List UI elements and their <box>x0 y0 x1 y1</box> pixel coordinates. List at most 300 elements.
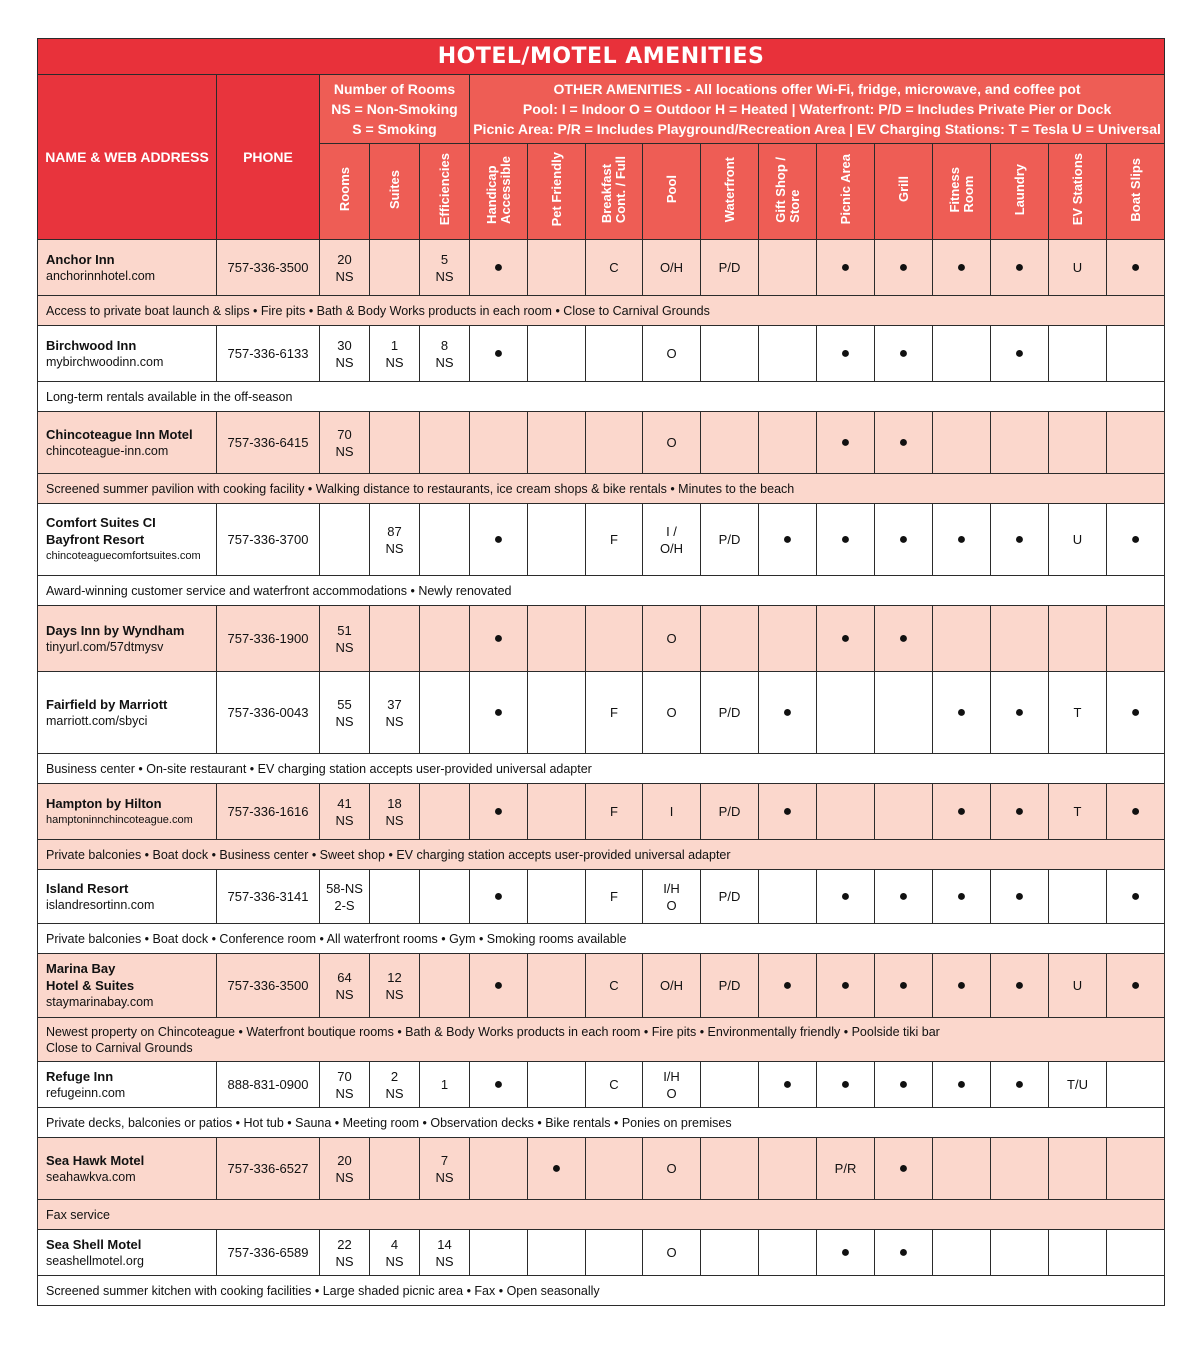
column-header <box>933 144 991 240</box>
amenity-cell <box>1107 1138 1165 1200</box>
amenity-dot-cell: ● <box>875 606 933 672</box>
amenity-cell <box>991 1230 1049 1276</box>
hotel-name: Bayfront Resort <box>46 532 145 547</box>
hotel-web-address[interactable]: staymarinabay.com <box>46 995 154 1009</box>
amenity-dot-cell: ● <box>817 412 875 474</box>
amenity-dot-cell: ● <box>470 870 528 924</box>
amenity-cell: P/D <box>701 784 759 840</box>
amenity-dot-cell: ● <box>991 1062 1049 1108</box>
amenity-cell <box>1107 412 1165 474</box>
column-header <box>701 144 759 240</box>
amenity-dot-cell: ● <box>470 504 528 576</box>
notes-row <box>38 296 1165 326</box>
amenity-cell: U <box>1049 954 1107 1018</box>
amenity-dot-cell: ● <box>817 606 875 672</box>
amenity-cell: U <box>1049 240 1107 296</box>
column-header-label: Efficiencies <box>436 153 452 226</box>
column-header-label: EV Stations <box>1069 153 1085 226</box>
column-header-label: Handicap Accessible <box>483 155 513 224</box>
hotel-name: Hotel & Suites <box>46 978 135 993</box>
hotel-web-address[interactable]: chincoteaguecomfortsuites.com <box>46 550 201 562</box>
amenity-cell <box>759 240 817 296</box>
amenity-cell <box>528 1062 586 1108</box>
amenity-dot-cell: ● <box>933 954 991 1018</box>
amenity-cell <box>420 412 470 474</box>
amenity-cell <box>759 1138 817 1200</box>
amenity-dot-cell: ● <box>1107 954 1165 1018</box>
amenity-cell <box>991 1138 1049 1200</box>
hotel-name-cell <box>38 504 217 576</box>
amenity-cell: C <box>586 1062 643 1108</box>
amenity-dot-cell: ● <box>875 326 933 382</box>
amenity-cell: 41 NS <box>320 784 370 840</box>
amenity-cell <box>1107 326 1165 382</box>
amenity-cell: C <box>586 954 643 1018</box>
hotel-web-address[interactable]: refugeinn.com <box>46 1085 126 1100</box>
table-row <box>38 672 1165 754</box>
amenity-cell <box>1049 1230 1107 1276</box>
amenity-dot-cell: ● <box>991 504 1049 576</box>
header-name: NAME & WEB ADDRESS <box>38 75 217 240</box>
hotel-phone: 757-336-3500 <box>217 954 320 1018</box>
amenity-dot-cell: ● <box>875 1230 933 1276</box>
amenity-cell <box>1107 606 1165 672</box>
amenity-dot-cell: ● <box>470 1062 528 1108</box>
amenity-cell <box>701 412 759 474</box>
hotel-phone: 757-336-1900 <box>217 606 320 672</box>
amenity-dot-cell: ● <box>875 954 933 1018</box>
amenity-dot-cell: ● <box>991 672 1049 754</box>
hotel-note-line: Award-winning customer service and waterfront accommodations • Newly renovated <box>46 583 512 598</box>
hotel-notes <box>38 474 1165 504</box>
amenity-cell <box>420 870 470 924</box>
hotel-name: Sea Hawk Motel <box>46 1152 145 1168</box>
hotel-name-cell <box>38 954 217 1018</box>
hotel-note-line: Fax service <box>46 1207 110 1222</box>
amenity-cell <box>528 672 586 754</box>
amenity-cell: 1 NS <box>370 326 420 382</box>
hotel-name-cell <box>38 326 217 382</box>
amenity-cell <box>370 240 420 296</box>
amenity-cell <box>586 1230 643 1276</box>
amenity-cell <box>586 326 643 382</box>
amenity-cell <box>933 606 991 672</box>
table-row <box>38 504 1165 576</box>
hotel-phone: 757-336-6415 <box>217 412 320 474</box>
amenity-cell <box>701 326 759 382</box>
amenity-dot-cell: ● <box>817 240 875 296</box>
hotel-phone: 757-336-6589 <box>217 1230 320 1276</box>
amenity-dot-cell: ● <box>1107 240 1165 296</box>
amenity-cell <box>759 606 817 672</box>
amenity-dot-cell: ● <box>470 326 528 382</box>
hotel-name-cell <box>38 412 217 474</box>
column-header <box>1107 144 1165 240</box>
column-header-label: Suites <box>386 169 402 209</box>
column-header-label: Rooms <box>336 167 352 212</box>
hotel-name: Chincoteague Inn Motel <box>46 426 193 442</box>
amenity-dot-cell: ● <box>933 672 991 754</box>
amenity-cell <box>420 504 470 576</box>
amenity-cell <box>701 606 759 672</box>
amenity-dot-cell: ● <box>759 954 817 1018</box>
amenity-cell: 70 NS <box>320 1062 370 1108</box>
column-header <box>817 144 875 240</box>
amenity-dot-cell: ● <box>470 954 528 1018</box>
hotel-notes <box>38 382 1165 412</box>
column-header <box>991 144 1049 240</box>
notes-row <box>38 382 1165 412</box>
amenity-cell <box>933 412 991 474</box>
amenity-cell: P/R <box>817 1138 875 1200</box>
amenity-cell: F <box>586 870 643 924</box>
rooms-group-title: Number of Rooms <box>333 81 456 97</box>
header-rooms-group <box>320 75 470 144</box>
amenity-cell: O <box>643 672 701 754</box>
hotel-phone: 888-831-0900 <box>217 1062 320 1108</box>
amenity-dot-cell: ● <box>875 1062 933 1108</box>
table-row <box>38 412 1165 474</box>
amenity-cell: F <box>586 504 643 576</box>
notes-row <box>38 1276 1165 1306</box>
column-header <box>1049 144 1107 240</box>
hotel-name-cell <box>38 784 217 840</box>
amenity-cell: F <box>586 672 643 754</box>
amenity-dot-cell: ● <box>759 504 817 576</box>
amenity-dot-cell: ● <box>991 870 1049 924</box>
amenity-dot-cell: ● <box>991 326 1049 382</box>
amenity-cell: F <box>586 784 643 840</box>
hotel-note-line: Private balconies • Boat dock • Conference room • All waterfront rooms • Gym • Smoking rooms available <box>46 931 627 946</box>
amenity-dot-cell: ● <box>470 784 528 840</box>
hotel-name-cell <box>38 606 217 672</box>
hotel-name: Refuge Inn <box>46 1068 114 1084</box>
hotel-web-address[interactable]: tinyurl.com/57dtmysv <box>46 639 164 654</box>
amenity-dot-cell: ● <box>817 954 875 1018</box>
amenity-dot-cell: ● <box>1107 672 1165 754</box>
hotel-web-address[interactable]: islandresortinn.com <box>46 897 155 912</box>
hotel-name: Days Inn by Wyndham <box>46 622 185 638</box>
hotel-note-line: Private balconies • Boat dock • Business center • Sweet shop • EV charging station accepts user-provided universal adapter <box>46 847 731 862</box>
hotel-notes <box>38 1108 1165 1138</box>
hotel-name: Anchor Inn <box>46 251 115 267</box>
amenity-cell: 1 <box>420 1062 470 1108</box>
amenity-cell: O/H <box>643 954 701 1018</box>
amenity-cell <box>528 606 586 672</box>
column-header-label: Gift Shop / Store <box>772 156 802 223</box>
column-header <box>643 144 701 240</box>
amenity-cell <box>528 326 586 382</box>
hotel-phone: 757-336-3700 <box>217 504 320 576</box>
amenity-cell: U <box>1049 504 1107 576</box>
amenity-cell: T <box>1049 784 1107 840</box>
amenity-cell <box>528 412 586 474</box>
amenity-cell <box>701 1230 759 1276</box>
amenity-cell: P/D <box>701 504 759 576</box>
hotel-notes <box>38 924 1165 954</box>
amenity-cell: 51 NS <box>320 606 370 672</box>
amenity-cell: 12 NS <box>370 954 420 1018</box>
header-amenities-group <box>470 75 1165 144</box>
table-row <box>38 326 1165 382</box>
hotel-phone: 757-336-6527 <box>217 1138 320 1200</box>
hotel-note-line: Screened summer pavilion with cooking facility • Walking distance to restaurants, ice cream shops & bike rentals • Minutes to the beach <box>46 481 795 496</box>
hotel-name-cell <box>38 240 217 296</box>
amenity-cell <box>991 606 1049 672</box>
table-row <box>38 240 1165 296</box>
hotel-note-line: Newest property on Chincoteague • Waterfront boutique rooms • Bath & Body Works products in each room • Fire pits • Environmentally friendly • Poolside tiki bar <box>46 1024 940 1039</box>
notes-row <box>38 924 1165 954</box>
amenity-cell: O <box>643 326 701 382</box>
amenity-cell: 14 NS <box>420 1230 470 1276</box>
amenity-cell: I/H O <box>643 1062 701 1108</box>
amenity-cell <box>528 504 586 576</box>
amenities-table-wrapper <box>37 38 1163 1306</box>
hotel-notes <box>38 1018 1165 1062</box>
amenity-dot-cell: ● <box>1107 504 1165 576</box>
amenity-dot-cell: ● <box>817 504 875 576</box>
table-title: HOTEL/MOTEL AMENITIES <box>38 39 1165 75</box>
amenity-cell <box>470 1230 528 1276</box>
amenity-cell <box>1049 606 1107 672</box>
hotel-phone: 757-336-3141 <box>217 870 320 924</box>
column-header-label: Waterfront <box>721 156 737 223</box>
column-header-label: Boat Slips <box>1127 157 1143 222</box>
hotel-note-line: Business center • On-site restaurant • EV charging station accepts user-provided universal adapter <box>46 761 592 776</box>
hotel-name: Birchwood Inn <box>46 337 137 353</box>
hotel-note-line: Close to Carnival Grounds <box>46 1040 193 1055</box>
amenity-dot-cell: ● <box>817 1230 875 1276</box>
amen-group-line2: Pool: I = Indoor O = Outdoor H = Heated | Waterfront: P/D = Includes Private Pier or Dock <box>522 101 1112 117</box>
amenity-cell <box>759 1230 817 1276</box>
hotel-note-line: Private decks, balconies or patios • Hot tub • Sauna • Meeting room • Observation decks • Bike rentals • Ponies on premises <box>46 1115 732 1130</box>
amenity-dot-cell: ● <box>470 672 528 754</box>
amenity-cell <box>701 1062 759 1108</box>
amenity-cell <box>759 326 817 382</box>
hotel-name-cell <box>38 1062 217 1108</box>
hotel-name-cell <box>38 672 217 754</box>
notes-row <box>38 1018 1165 1062</box>
notes-row <box>38 1200 1165 1230</box>
amenity-dot-cell: ● <box>933 240 991 296</box>
amenity-cell: 4 NS <box>370 1230 420 1276</box>
column-header-label: Grill <box>895 176 911 203</box>
hotel-web-address[interactable]: chincoteague-inn.com <box>46 443 169 458</box>
hotel-web-address[interactable]: seahawkva.com <box>46 1169 136 1184</box>
hotel-name: Hampton by Hilton <box>46 795 162 811</box>
hotel-phone: 757-336-3500 <box>217 240 320 296</box>
amenity-cell <box>528 954 586 1018</box>
amenity-dot-cell: ● <box>875 240 933 296</box>
notes-row <box>38 754 1165 784</box>
notes-row <box>38 840 1165 870</box>
amenity-cell <box>320 504 370 576</box>
hotel-web-address[interactable]: seashellmotel.org <box>46 1253 144 1268</box>
hotel-notes <box>38 840 1165 870</box>
amenity-cell: P/D <box>701 672 759 754</box>
amenity-dot-cell: ● <box>470 240 528 296</box>
amenity-cell <box>759 412 817 474</box>
amenity-cell: 37 NS <box>370 672 420 754</box>
amenity-cell <box>817 784 875 840</box>
amenity-cell: P/D <box>701 954 759 1018</box>
rooms-group-s: S = Smoking <box>352 121 437 137</box>
column-header <box>875 144 933 240</box>
header-phone: PHONE <box>217 75 320 240</box>
amenity-dot-cell: ● <box>759 784 817 840</box>
amenity-cell: 20 NS <box>320 240 370 296</box>
amenity-cell: 7 NS <box>420 1138 470 1200</box>
amenity-cell <box>875 784 933 840</box>
amenity-cell <box>933 1230 991 1276</box>
amenity-cell <box>470 412 528 474</box>
amenity-cell <box>991 412 1049 474</box>
amenity-cell: 55 NS <box>320 672 370 754</box>
amenity-dot-cell: ● <box>991 784 1049 840</box>
table-row <box>38 1138 1165 1200</box>
hotel-web-address[interactable]: mybirchwoodinn.com <box>46 354 164 369</box>
column-header-label: Laundry <box>1011 163 1027 216</box>
amenity-cell: 70 NS <box>320 412 370 474</box>
hotel-name: Marina Bay <box>46 961 116 976</box>
amenity-dot-cell: ● <box>875 412 933 474</box>
hotel-notes <box>38 1200 1165 1230</box>
hotel-note-line: Long-term rentals available in the off-season <box>46 389 293 404</box>
amenity-dot-cell: ● <box>817 1062 875 1108</box>
amenity-cell: T/U <box>1049 1062 1107 1108</box>
amenity-cell <box>528 870 586 924</box>
hotel-name-cell <box>38 1138 217 1200</box>
amenity-dot-cell: ● <box>759 1062 817 1108</box>
amenity-cell <box>420 672 470 754</box>
hotel-web-address[interactable]: hamptoninnchincoteague.com <box>46 813 193 826</box>
hotel-name: Sea Shell Motel <box>46 1236 142 1252</box>
amenity-dot-cell: ● <box>933 870 991 924</box>
column-header <box>759 144 817 240</box>
column-header-label: Pool <box>663 175 679 204</box>
amenity-cell: I <box>643 784 701 840</box>
amenities-table <box>37 38 1165 1306</box>
amenity-cell: 2 NS <box>370 1062 420 1108</box>
column-header-label: Breakfast Cont. / Full <box>599 155 628 224</box>
amenity-cell: O/H <box>643 240 701 296</box>
amenity-cell <box>586 412 643 474</box>
column-header <box>528 144 586 240</box>
hotel-name: Island Resort <box>46 880 129 896</box>
hotel-note-line: Screened summer kitchen with cooking facilities • Large shaded picnic area • Fax • Open seasonally <box>46 1283 600 1298</box>
rooms-group-ns: NS = Non-Smoking <box>331 101 458 117</box>
column-header-label: Fitness Room <box>946 166 976 213</box>
amenity-dot-cell: ● <box>1107 870 1165 924</box>
amenity-dot-cell: ● <box>528 1138 586 1200</box>
amenity-dot-cell: ● <box>1107 784 1165 840</box>
table-row <box>38 1062 1165 1108</box>
column-header-label: Picnic Area <box>837 154 853 225</box>
amenity-dot-cell: ● <box>933 784 991 840</box>
amenity-cell <box>1049 326 1107 382</box>
hotel-web-address[interactable]: marriott.com/sbyci <box>46 713 148 728</box>
amenity-dot-cell: ● <box>991 954 1049 1018</box>
amenity-dot-cell: ● <box>817 870 875 924</box>
hotel-name-cell <box>38 870 217 924</box>
column-header-label: Pet Friendly <box>548 152 564 227</box>
table-row <box>38 954 1165 1018</box>
amenity-cell: 5 NS <box>420 240 470 296</box>
amenity-cell <box>528 784 586 840</box>
amenity-cell: 22 NS <box>320 1230 370 1276</box>
column-header <box>586 144 643 240</box>
amenity-cell: O <box>643 606 701 672</box>
table-row <box>38 870 1165 924</box>
amenity-cell: 64 NS <box>320 954 370 1018</box>
amenity-dot-cell: ● <box>759 672 817 754</box>
hotel-web-address[interactable]: anchorinnhotel.com <box>46 268 156 283</box>
amenity-cell: 18 NS <box>370 784 420 840</box>
amenity-cell <box>817 672 875 754</box>
amenity-cell: P/D <box>701 870 759 924</box>
amenity-dot-cell: ● <box>933 1062 991 1108</box>
amenity-cell: 8 NS <box>420 326 470 382</box>
amenity-cell: I/H O <box>643 870 701 924</box>
notes-row <box>38 1108 1165 1138</box>
table-row <box>38 606 1165 672</box>
amenity-dot-cell: ● <box>991 240 1049 296</box>
column-header <box>420 144 470 240</box>
amenity-cell: 30 NS <box>320 326 370 382</box>
hotel-notes <box>38 1276 1165 1306</box>
amenity-dot-cell: ● <box>875 504 933 576</box>
amen-group-line3: Picnic Area: P/R = Includes Playground/Recreation Area | EV Charging Stations: T = Tesla U = Universal <box>473 121 1161 137</box>
table-row <box>38 1230 1165 1276</box>
amenity-cell <box>420 954 470 1018</box>
amenity-dot-cell: ● <box>470 606 528 672</box>
amenity-dot-cell: ● <box>933 504 991 576</box>
column-header <box>370 144 420 240</box>
amenity-cell: 58-NS 2-S <box>320 870 370 924</box>
amenity-dot-cell: ● <box>817 326 875 382</box>
amenity-cell <box>370 1138 420 1200</box>
hotel-name-cell <box>38 1230 217 1276</box>
amenity-cell <box>370 412 420 474</box>
hotel-phone: 757-336-0043 <box>217 672 320 754</box>
amenity-cell: O <box>643 1138 701 1200</box>
amenity-cell <box>1049 870 1107 924</box>
notes-row <box>38 474 1165 504</box>
hotel-name: Fairfield by Marriott <box>46 696 168 712</box>
amenity-cell: 87 NS <box>370 504 420 576</box>
hotel-note-line: Access to private boat launch & slips • Fire pits • Bath & Body Works products in each room • Close to Carnival Grounds <box>46 303 710 318</box>
amenity-cell: 20 NS <box>320 1138 370 1200</box>
amenity-cell: P/D <box>701 240 759 296</box>
amenity-cell <box>586 1138 643 1200</box>
amenity-cell <box>1049 412 1107 474</box>
amenity-cell: C <box>586 240 643 296</box>
amenity-cell <box>1107 1230 1165 1276</box>
amenity-cell <box>759 870 817 924</box>
amenity-cell <box>1049 1138 1107 1200</box>
hotel-name: Comfort Suites CI <box>46 515 156 530</box>
amenity-cell <box>933 326 991 382</box>
hotel-phone: 757-336-6133 <box>217 326 320 382</box>
column-header <box>470 144 528 240</box>
hotel-notes <box>38 754 1165 784</box>
amenity-cell <box>528 1230 586 1276</box>
table-row <box>38 784 1165 840</box>
amenity-dot-cell: ● <box>875 870 933 924</box>
column-header <box>320 144 370 240</box>
amenity-cell <box>420 784 470 840</box>
amenity-cell <box>420 606 470 672</box>
